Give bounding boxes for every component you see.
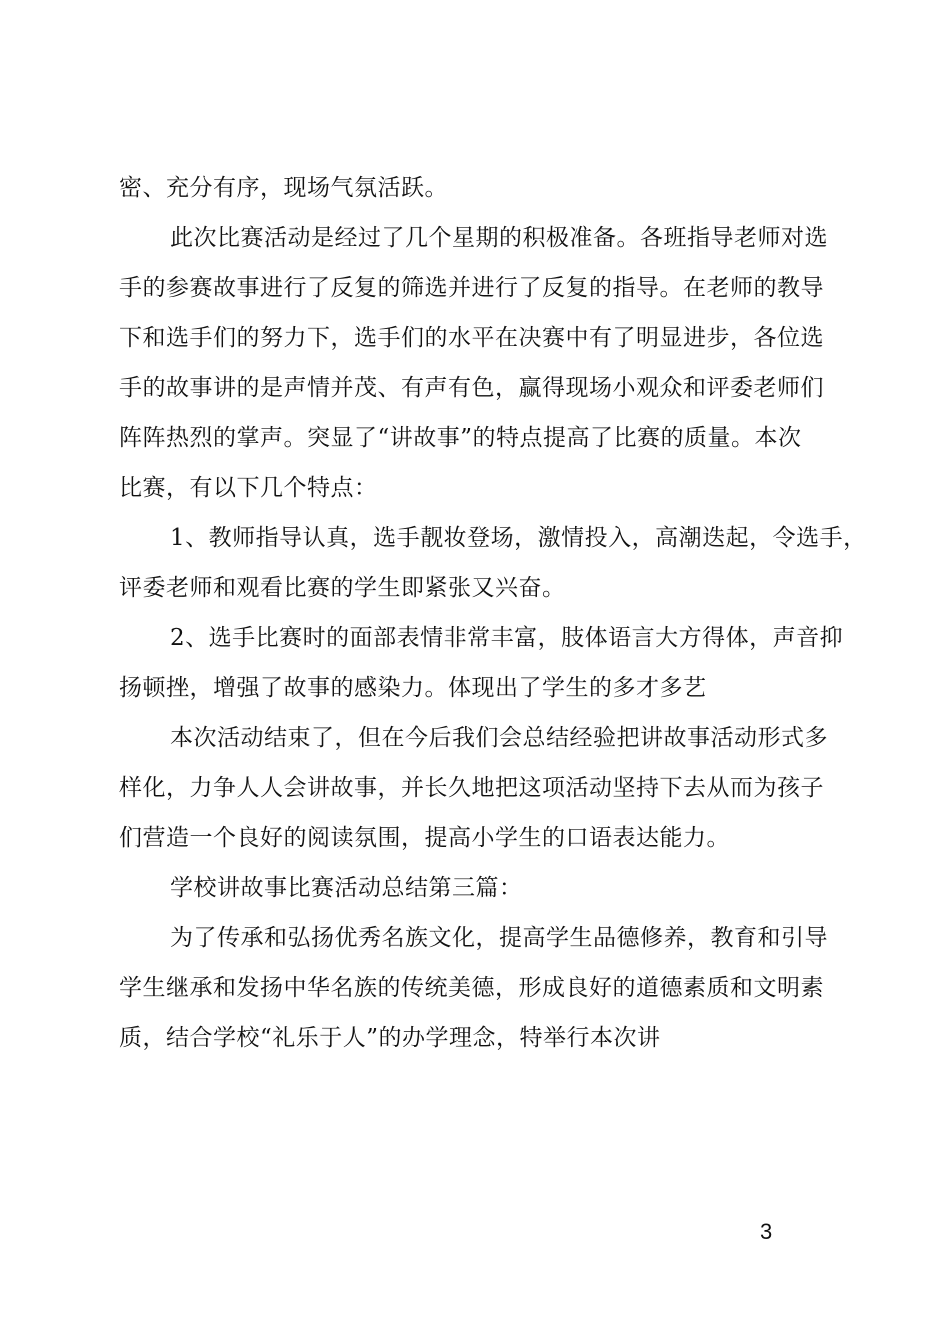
text-line: 手的参赛故事进行了反复的筛选并进行了反复的指导。在老师的教导 bbox=[119, 275, 824, 301]
text-line: 评委老师和观看比赛的学生即紧张又兴奋。 bbox=[119, 575, 566, 601]
text-line: 学生继承和发扬中华名族的传统美德，形成良好的道德素质和文明素 bbox=[119, 975, 824, 1001]
text-line: 比赛，有以下几个特点： bbox=[119, 475, 378, 501]
page-number: 3 bbox=[760, 1219, 773, 1244]
text-line: 本次活动结束了，但在今后我们会总结经验把讲故事活动形式多 bbox=[170, 725, 828, 751]
text-line: 们营造一个良好的阅读氛围，提高小学生的口语表达能力。 bbox=[119, 825, 730, 851]
text-line: 阵阵热烈的掌声。突显了“讲故事”的特点提高了比赛的质量。本次 bbox=[119, 425, 802, 451]
text-line: 为了传承和弘扬优秀名族文化，提高学生品德修养，教育和引导 bbox=[170, 925, 828, 951]
text-line: 密、充分有序，现场气氛活跃。 bbox=[119, 175, 448, 201]
text-line: 扬顿挫，增强了故事的感染力。体现出了学生的多才多艺 bbox=[119, 675, 707, 701]
text-line: 2、选手比赛时的面部表情非常丰富，肢体语言大方得体，声音抑 bbox=[170, 625, 844, 651]
section-heading: 学校讲故事比赛活动总结第三篇： bbox=[170, 875, 523, 901]
text-line: 质，结合学校“礼乐于人”的办学理念，特举行本次讲 bbox=[119, 1025, 661, 1051]
text-line: 样化，力争人人会讲故事，并长久地把这项活动坚持下去从而为孩子 bbox=[119, 775, 824, 801]
text-line: 下和选手们的努力下，选手们的水平在决赛中有了明显进步，各位选 bbox=[119, 325, 824, 351]
text-line: 1、教师指导认真，选手靓妆登场，激情投入，高潮迭起，令选手， bbox=[170, 525, 867, 551]
text-line: 手的故事讲的是声情并茂、有声有色，赢得现场小观众和评委老师们 bbox=[119, 375, 824, 401]
text-line: 此次比赛活动是经过了几个星期的积极准备。各班指导老师对选 bbox=[170, 225, 828, 251]
